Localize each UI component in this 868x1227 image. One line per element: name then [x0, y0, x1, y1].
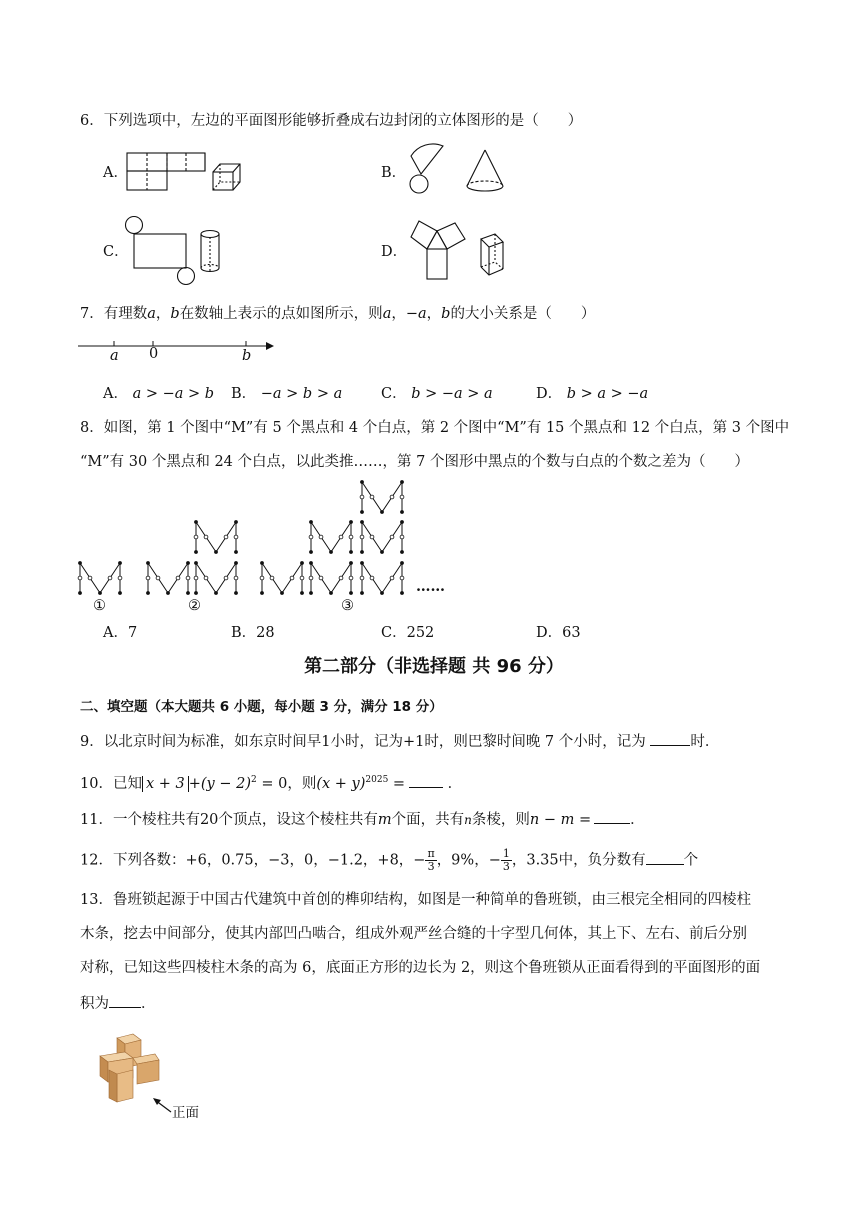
white-dot [319, 576, 323, 580]
q11-answer-blank[interactable] [594, 809, 630, 824]
q10-text-1: 10．已知 [80, 775, 142, 792]
black-dot [309, 591, 313, 595]
black-dot [349, 591, 353, 595]
black-dot [400, 550, 404, 554]
black-dot [98, 591, 102, 595]
white-dot [390, 576, 394, 580]
black-dot [214, 591, 218, 595]
black-dot [360, 480, 364, 484]
black-dot [309, 561, 313, 565]
black-dot [349, 520, 353, 524]
white-dot [290, 576, 294, 580]
q7-option-c-text: b > −a > a [411, 386, 493, 402]
white-dot [78, 576, 82, 580]
q6-option-d-label: D． [381, 244, 408, 260]
q10-equals: = [388, 775, 406, 792]
black-dot [118, 561, 122, 565]
q8-stem-line-2: “M”有 30 个黑点和 24 个白点，以此类推……，第 7 个图形中黑点的个数与白点的个数之差为（ ） [80, 454, 749, 470]
white-dot [309, 576, 313, 580]
q9-answer-blank[interactable] [650, 731, 690, 746]
white-dot [204, 576, 208, 580]
white-dot [390, 495, 394, 499]
white-dot [360, 576, 364, 580]
q8-figure-2-label: ② [188, 598, 201, 614]
part-2-title: 第二部分（非选择题 共 96 分） [304, 656, 564, 677]
white-dot [234, 535, 238, 539]
q7-option-a-text: a > −a > b [132, 386, 215, 402]
white-dot [108, 576, 112, 580]
white-dot [349, 576, 353, 580]
q9-stem [80, 731, 719, 752]
q13-line-4-end: ． [141, 996, 156, 1012]
q7-var-a: a [147, 306, 156, 322]
q6-stem: 6．下列选项中，左边的平面图形能够折叠成右边封闭的立体图形的是（ ） [80, 113, 583, 129]
q7-option-b-text: −a > b > a [260, 386, 343, 402]
m-shape-2 [194, 561, 238, 595]
white-dot [370, 495, 374, 499]
black-dot [78, 561, 82, 565]
black-dot [380, 550, 384, 554]
black-dot [186, 561, 190, 565]
q13-answer-blank[interactable] [109, 993, 141, 1008]
black-dot [400, 561, 404, 565]
white-dot [360, 495, 364, 499]
q7-axis-label-0: 0 [149, 346, 159, 362]
black-dot [260, 561, 264, 565]
white-dot [224, 535, 228, 539]
q8-option-c: C．252 [381, 625, 435, 641]
q12-text-4: 个 [683, 852, 699, 869]
black-dot [194, 561, 198, 565]
q10-square: 2 [251, 775, 257, 785]
q7-option-d-label: D． [536, 386, 563, 402]
m-shape-3 [194, 520, 238, 554]
white-dot [370, 535, 374, 539]
q13-line-4 [80, 993, 156, 1014]
q12-fraction-1-over-3 [501, 848, 512, 873]
black-dot [234, 591, 238, 595]
q9-text-1: 9．以北京时间为标准，如东京时间早1小时，记为+1时，则巴黎时间晚 7 个小时，记为 [80, 734, 646, 750]
black-dot [400, 520, 404, 524]
black-dot [214, 550, 218, 554]
white-dot [370, 576, 374, 580]
white-dot [204, 535, 208, 539]
q7-stem-part-3: 的大小关系是（ ） [450, 306, 596, 322]
q6-option-a-label: A． [103, 165, 128, 181]
m-shape-9 [360, 480, 404, 514]
white-dot [260, 576, 264, 580]
white-dot [309, 535, 313, 539]
q8-figure-3-label: ③ [341, 598, 354, 614]
black-dot [194, 550, 198, 554]
white-dot [339, 576, 343, 580]
q7-stem: 7．有理数a，b在数轴上表示的点如图所示，则a，−a，b的大小关系是（ ） [80, 306, 596, 322]
black-dot [360, 550, 364, 554]
white-dot [400, 576, 404, 580]
black-dot [118, 591, 122, 595]
black-dot [234, 561, 238, 565]
black-dot [349, 550, 353, 554]
white-dot [270, 576, 274, 580]
q7-var-b-2: b [441, 306, 451, 322]
q7-axis-label-b: b [242, 348, 252, 364]
white-dot [319, 535, 323, 539]
m-shape-6 [360, 561, 404, 595]
white-dot [146, 576, 150, 580]
q10-answer-blank[interactable] [409, 773, 443, 788]
q11-text-4: ． [630, 812, 645, 828]
white-dot [300, 576, 304, 580]
q7-stem-part-1: 7．有理数 [80, 306, 148, 322]
q7-option-c-label: C． [381, 386, 407, 402]
white-dot [186, 576, 190, 580]
white-dot [88, 576, 92, 580]
q11-text-3: 条棱，则 [471, 812, 530, 828]
q9-text-2: 时． [690, 734, 720, 750]
q13-line-4-text: 积为 [80, 996, 109, 1012]
q10-paren2-expr: (x + y) [316, 775, 366, 792]
white-dot [390, 535, 394, 539]
black-dot [329, 591, 333, 595]
front-view-label: 正面 [172, 1105, 199, 1121]
white-dot [176, 576, 180, 580]
q7-option-b-label: B． [231, 386, 257, 402]
section-2-heading: 二、填空题（本大题共 6 小题，每小题 3 分，满分 18 分） [80, 699, 443, 715]
black-dot [146, 591, 150, 595]
white-dot [156, 576, 160, 580]
q8-option-d: D．63 [536, 625, 581, 641]
black-dot [186, 591, 190, 595]
black-dot [194, 591, 198, 595]
q10-stem [80, 770, 462, 794]
q8-option-a: A．7 [103, 625, 138, 641]
white-dot [224, 576, 228, 580]
q10-plus: + [188, 775, 201, 792]
black-dot [360, 520, 364, 524]
black-dot [349, 561, 353, 565]
black-dot [280, 591, 284, 595]
q11-text-1: 11．一个棱柱共有20个顶点，设这个棱柱共有 [80, 812, 378, 828]
q12-text-3: ，3.35中，负分数有 [511, 852, 646, 869]
q8-option-b: B．28 [231, 625, 275, 641]
q10-paren-expr: (y − 2) [200, 775, 251, 792]
white-dot [118, 576, 122, 580]
q7-var-a-2: a [382, 306, 392, 322]
white-dot [234, 576, 238, 580]
m-shape-0 [78, 561, 122, 595]
q7-option-d-text: b > a > −a [566, 386, 649, 402]
q13-line-1: 13．鲁班锁起源于中国古代建筑中首创的榫卯结构，如图是一种简单的鲁班锁，由三根完全相同的四棱柱 [80, 892, 751, 908]
white-dot [194, 576, 198, 580]
q12-stem [80, 848, 698, 873]
q12-frac-num-pi: π [427, 847, 435, 860]
black-dot [329, 550, 333, 554]
q12-frac-den-3b: 3 [502, 860, 510, 873]
black-dot [400, 591, 404, 595]
q7-axis-label-a: a [110, 348, 119, 364]
black-dot [234, 520, 238, 524]
black-dot [380, 591, 384, 595]
black-dot [260, 591, 264, 595]
black-dot [400, 510, 404, 514]
black-dot [360, 591, 364, 595]
m-shape-4 [260, 561, 304, 595]
q6-option-b-label: B． [381, 165, 407, 181]
q10-text-5: ． [447, 775, 463, 792]
black-dot [380, 510, 384, 514]
q11-stem [80, 809, 645, 830]
q11-var-m: m [377, 812, 392, 828]
q7-sep: ， [155, 306, 171, 322]
black-dot [146, 561, 150, 565]
black-dot [234, 550, 238, 554]
m-shape-8 [360, 520, 404, 554]
black-dot [300, 591, 304, 595]
white-dot [194, 535, 198, 539]
q12-fraction-pi-over-3 [425, 848, 436, 873]
black-dot [300, 561, 304, 565]
q8-figure-1-label: ① [93, 598, 106, 614]
q7-option-a-label: A． [103, 386, 128, 402]
q8-ellipsis: …… [416, 578, 445, 595]
q12-answer-blank[interactable] [646, 850, 684, 865]
black-dot [400, 480, 404, 484]
m-shape-5 [309, 561, 353, 595]
q10-abs-expr: x + 3 [142, 776, 189, 792]
q11-text-2: 个面，共有 [391, 812, 465, 828]
white-dot [339, 535, 343, 539]
q12-text-1: 12．下列各数：+6，0.75，−3，0，−1.2，+8，− [80, 852, 426, 869]
black-dot [309, 520, 313, 524]
white-dot [360, 535, 364, 539]
q8-stem-line-1: 8．如图，第 1 个图中“M”有 5 个黑点和 4 个白点，第 2 个图中“M”有 15 个黑点和 12 个白点，第 3 个图中 [80, 420, 790, 436]
q6-option-c-label: C． [103, 244, 129, 260]
white-dot [400, 495, 404, 499]
q12-frac-den-3: 3 [427, 860, 435, 873]
black-dot [360, 510, 364, 514]
white-dot [400, 535, 404, 539]
q7-stem-part-2: 在数轴上表示的点如图所示，则 [179, 306, 383, 322]
q12-text-2: ，9%，− [436, 852, 501, 869]
black-dot [360, 561, 364, 565]
m-shape-7 [309, 520, 353, 554]
q10-text-3: = 0，则 [256, 775, 317, 792]
q13-line-3: 对称，已知这些四棱柱木条的高为 6，底面正方形的边长为 2，则这个鲁班锁从正面看得到的平面图形的面 [80, 960, 761, 976]
q12-frac-num-1: 1 [502, 847, 510, 860]
black-dot [194, 520, 198, 524]
q7-var-neg-a: −a [405, 306, 427, 322]
white-dot [349, 535, 353, 539]
black-dot [78, 591, 82, 595]
q11-var-n: n [464, 813, 472, 827]
black-dot [309, 550, 313, 554]
m-shape-1 [146, 561, 190, 595]
q11-expr: n − m = [529, 812, 592, 828]
q13-line-2: 木条，挖去中间部分，使其内部凹凸啮合，组成外观严丝合缝的十字型几何体，其上下、左右、前后分别 [80, 926, 747, 942]
black-dot [166, 591, 170, 595]
q10-exponent: 2025 [365, 775, 389, 785]
q7-var-b: b [170, 306, 180, 322]
